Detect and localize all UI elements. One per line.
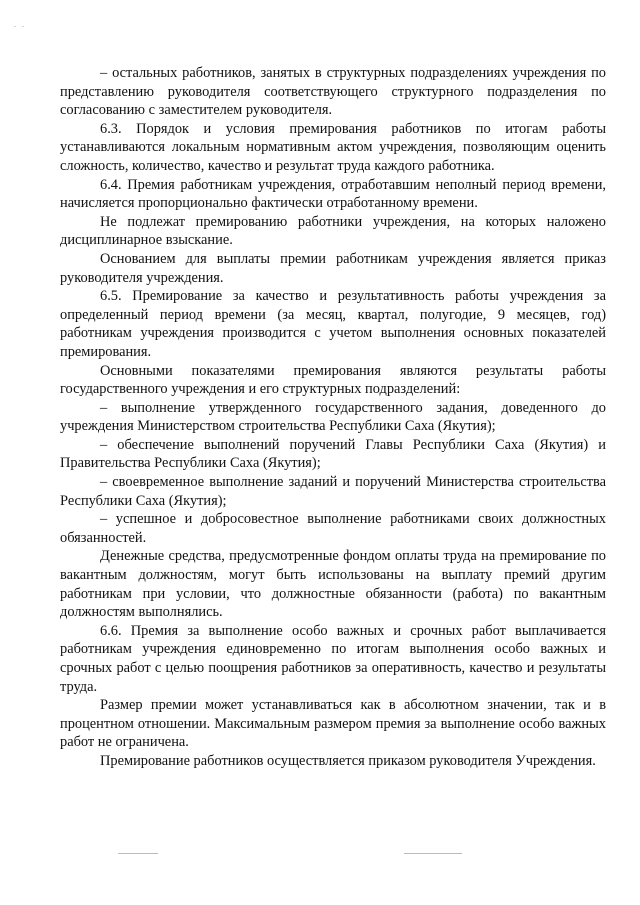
paragraph: Не подлежат премированию работники учреждения, на которых наложено дисциплинарное взыскание. xyxy=(60,213,606,249)
paragraph: Премирование работников осуществляется приказом руководителя Учреждения. xyxy=(100,752,596,769)
paragraph: Основными показателями премирования являются результаты работы государственного учреждения и его структурных подразделений: xyxy=(60,362,606,398)
scan-artifact-top-left: . . xyxy=(14,20,24,29)
paragraph: 6.4. Премия работникам учреждения, отработавшим неполный период времени, начисляется пропорционально фактически отработанному времени. xyxy=(60,176,606,212)
list-item: – своевременное выполнение заданий и поручений Министерства строительства Республики Саха (Якутия); xyxy=(60,474,606,509)
paragraph: Основанием для выплаты премии работникам учреждения является приказ руководителя учреждения. xyxy=(60,250,606,286)
list-item: – обеспечение выполнений поручений Главы Республики Саха (Якутия) и Правительства Республики Саха (Якутия); xyxy=(60,436,606,472)
paragraph: 6.5. Премирование за качество и результативность работы учреждения за определенный период времени (за месяц, квартал, полугодие, 9 месяцев, год) работникам учреждения производится с учетом выполнения основных показателей премирования. xyxy=(60,288,606,360)
list-item: – успешное и добросовестное выполнение работниками своих должностных обязанностей. xyxy=(60,511,606,546)
paragraph: 6.3. Порядок и условия премирования работников по итогам работы устанавливаются локальным нормативным актом учреждения, позволяющим оценить сложность, количество, качество и результат труда каждого работника. xyxy=(60,120,606,174)
scan-artifact-bottom-right xyxy=(404,853,462,854)
paragraph: Размер премии может устанавливаться как в абсолютном значении, так и в процентном отношении. Максимальным размером премия за выполнение особо важных работ не ограничена. xyxy=(60,697,606,751)
list-item: – выполнение утвержденного государственного задания, доведенного до учреждения Министерством строительства Республики Саха (Якутия); xyxy=(60,399,606,435)
scan-artifact-bottom-left xyxy=(118,853,158,854)
paragraph: Денежные средства, предусмотренные фондом оплаты труда на премирование по вакантным должностям, могут быть использованы на выплату премий другим работникам при условии, что должностные обязанности (работа) по вакантным должностям выполнялись. xyxy=(60,548,606,621)
document-body xyxy=(60,64,606,771)
paragraph: 6.6. Премия за выполнение особо важных и срочных работ выплачивается работникам учреждения единовременно по итогам выполнения особо важных и срочных работ с целью поощрения работников за оперативность, качество и результаты труда. xyxy=(60,622,606,695)
paragraph: – остальных работников, занятых в структурных подразделениях учреждения по представлению руководителя соответствующего структурного подразделения по согласованию с заместителем руководителя. xyxy=(60,65,606,119)
